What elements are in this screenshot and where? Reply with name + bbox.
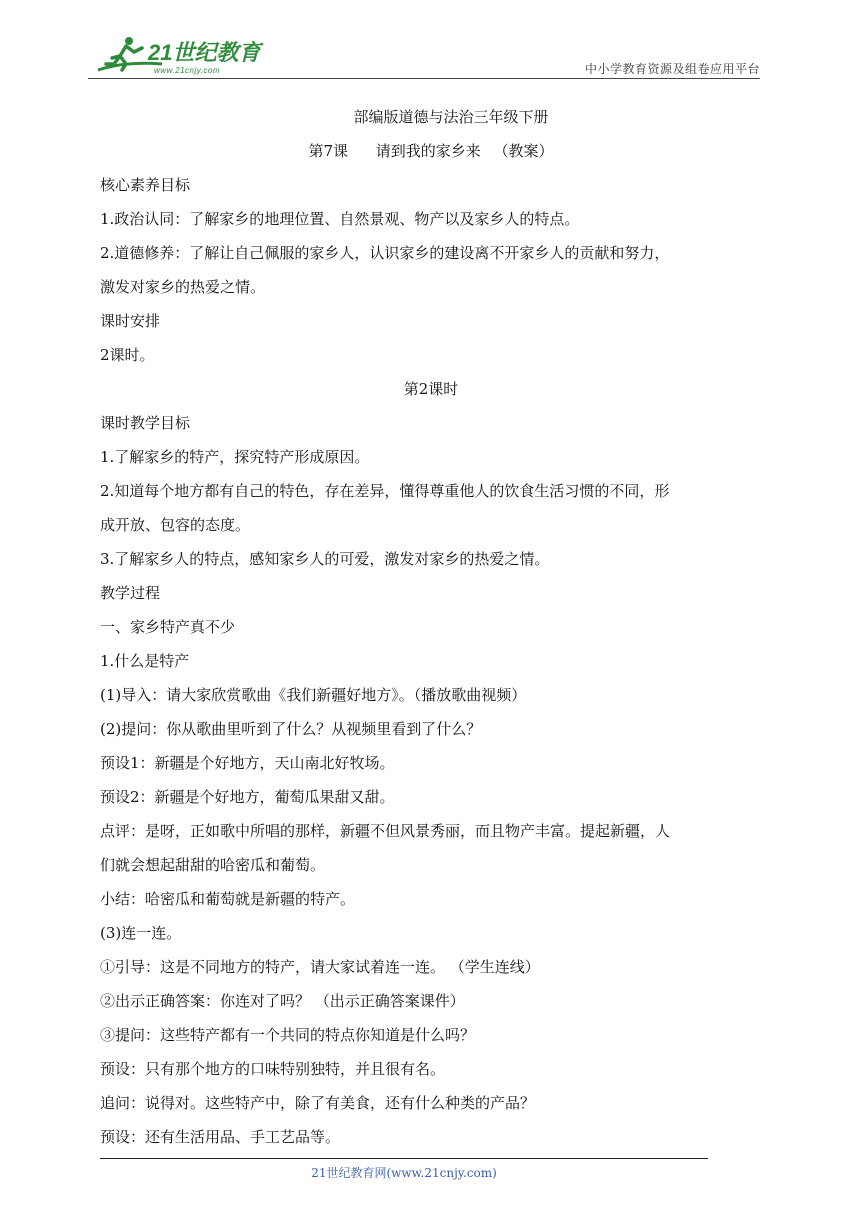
paragraph: 成开放、包容的态度。 xyxy=(100,516,251,534)
footer-divider xyxy=(100,1158,708,1159)
paragraph: 一、家乡特产真不少 xyxy=(100,618,236,636)
paragraph: 3.了解家乡人的特点，感知家乡人的可爱，激发对家乡的热爱之情。 xyxy=(100,550,550,568)
paragraph: 预设：还有生活用品、手工艺品等。 xyxy=(100,1128,341,1146)
paragraph: 1.了解家乡的特产，探究特产形成原因。 xyxy=(100,448,370,466)
paragraph: 预设2：新疆是个好地方，葡萄瓜果甜又甜。 xyxy=(100,788,395,806)
document-title: 部编版道德与法治三年级下册 xyxy=(353,108,549,126)
header-divider xyxy=(88,78,760,79)
paragraph: ①引导：这是不同地方的特产，请大家试着连一连。 （学生连线） xyxy=(100,958,540,976)
paragraph: 点评：是呀，正如歌中所唱的那样，新疆不但风景秀丽，而且物产丰富。提起新疆，人 xyxy=(100,822,671,840)
paragraph: 2课时。 xyxy=(100,346,155,364)
paragraph: (2)提问：你从歌曲里听到了什么？从视频里看到了什么？ xyxy=(100,720,482,738)
paragraph: 激发对家乡的热爱之情。 xyxy=(100,278,266,296)
paragraph: (1)导入：请大家欣赏歌曲《我们新疆好地方》。（播放歌曲视频） xyxy=(100,686,527,704)
logo-text: 21世纪教育 xyxy=(148,40,261,65)
paragraph: 们就会想起甜甜的哈密瓜和葡萄。 xyxy=(100,856,326,874)
paragraph: (3)连一连。 xyxy=(100,924,182,942)
paragraph: 2.知道每个地方都有自己的特色，存在差异，懂得尊重他人的饮食生活习惯的不同，形 xyxy=(100,482,670,500)
paragraph: 预设：只有那个地方的口味特别独特，并且很有名。 xyxy=(100,1060,446,1078)
site-logo[interactable] xyxy=(96,34,266,78)
platform-label: 中小学教育资源及组卷应用平台 xyxy=(584,62,760,76)
page-header xyxy=(88,30,760,78)
heading-schedule: 课时安排 xyxy=(100,312,161,330)
section-title: 第2课时 xyxy=(403,380,459,398)
footer-link[interactable]: 21世纪教育网(www.21cnjy.com) xyxy=(311,1166,497,1180)
logo-url: www.21cnjy.com xyxy=(154,66,220,75)
paragraph: 小结：哈密瓜和葡萄就是新疆的特产。 xyxy=(100,890,356,908)
heading-core-goals: 核心素养目标 xyxy=(100,176,191,194)
paragraph: 1.政治认同：了解家乡的地理位置、自然景观、物产以及家乡人的特点。 xyxy=(100,210,580,228)
heading-lesson-goals: 课时教学目标 xyxy=(100,414,191,432)
heading-process: 教学过程 xyxy=(100,584,161,602)
paragraph: 预设1：新疆是个好地方，天山南北好牧场。 xyxy=(100,754,395,772)
logo-runner-icon xyxy=(96,34,266,78)
paragraph: ②出示正确答案：你连对了吗？ （出示正确答案课件） xyxy=(100,992,465,1010)
document-body xyxy=(100,100,762,1154)
paragraph: 2.道德修养：了解让自己佩服的家乡人，认识家乡的建设离不开家乡人的贡献和努力， xyxy=(100,244,670,262)
paragraph: ③提问：这些特产都有一个共同的特点你知道是什么吗？ xyxy=(100,1026,476,1044)
paragraph: 1.什么是特产 xyxy=(100,652,190,670)
paragraph: 追问：说得对。这些特产中，除了有美食，还有什么种类的产品？ xyxy=(100,1094,536,1112)
lesson-title: 第7课 请到我的家乡来 （教案） xyxy=(308,142,554,160)
